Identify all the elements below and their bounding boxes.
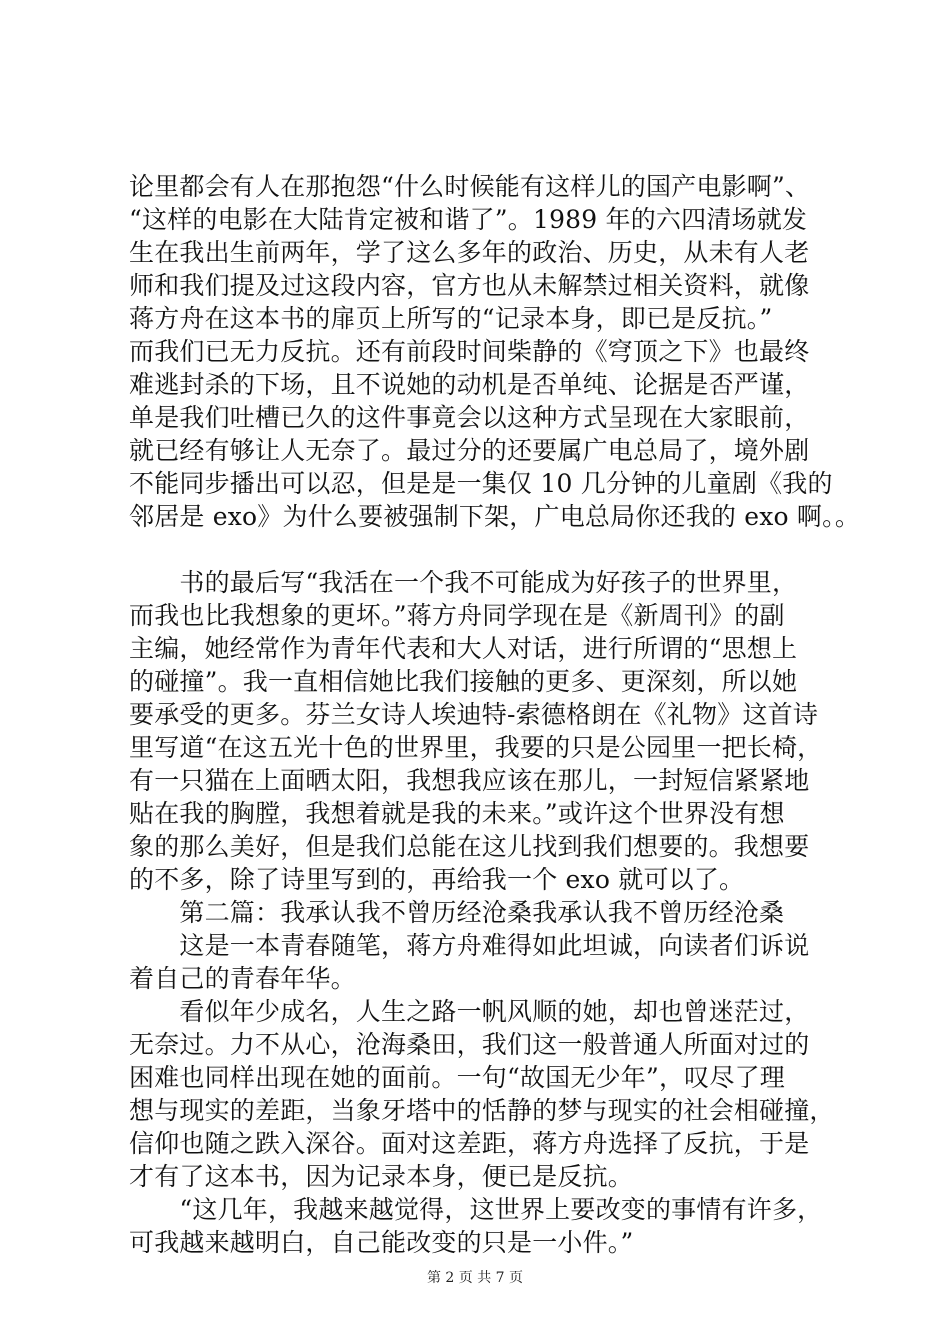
body-line: 困难也同样出现在她的面前。一句“故国无少年”，叹尽了理 <box>129 1063 785 1092</box>
body-line: 单是我们吐槽已久的这件事竟会以这种方式呈现在大家眼前， <box>129 403 810 432</box>
body-line: 无奈过。力不从心，沧海桑田，我们这一般普通人所面对过的 <box>129 1030 810 1059</box>
body-line: 而我们已无力反抗。还有前段时间柴静的《穹顶之下》也最终 <box>129 337 810 366</box>
body-line: 论里都会有人在那抱怨“什么时候能有这样儿的国产电影啊”、 <box>129 172 811 201</box>
body-line: 信仰也随之跌入深谷。面对这差距，蒋方舟选择了反抗，于是 <box>129 1129 810 1158</box>
body-line: 蒋方舟在这本书的扉页上所写的“记录本身，即已是反抗。” <box>129 304 773 333</box>
section-heading: 第二篇：我承认我不曾历经沧桑我承认我不曾历经沧桑 <box>129 898 785 927</box>
body-line: “这样的电影在大陆肯定被和谐了”。1989 年的六四清场就发 <box>129 205 808 234</box>
body-line: 想与现实的差距，当象牙塔中的恬静的梦与现实的社会相碰撞， <box>129 1096 835 1125</box>
body-line: “这几年，我越来越觉得，这世界上要改变的事情有许多， <box>129 1195 823 1224</box>
body-line: 邻居是 exo》为什么要被强制下架，广电总局你还我的 exo 啊。。 <box>129 502 861 531</box>
page-number: 第 2 页 共 7 页 <box>426 1270 524 1286</box>
body-line: 要承受的更多。芬兰女诗人埃迪特-索德格朗在《礼物》这首诗 <box>129 700 819 729</box>
body-line: 看似年少成名，人生之路一帆风顺的她，却也曾迷茫过， <box>129 997 810 1026</box>
body-line: 里写道“在这五光十色的世界里，我要的只是公园里一把长椅， <box>129 733 823 762</box>
body-line: 生在我出生前两年，学了这么多年的政治、历史，从未有人老 <box>129 238 810 267</box>
body-line: 主编，她经常作为青年代表和大人对话，进行所谓的“思想上 <box>129 634 798 663</box>
body-line: 的不多，除了诗里写到的，再给我一个 exo 就可以了。 <box>129 865 745 894</box>
body-line: 才有了这本书，因为记录本身，便已是反抗。 <box>129 1162 634 1191</box>
body-line: 的碰撞”。我一直相信她比我们接触的更多、更深刻，所以她 <box>129 667 798 696</box>
body-line: 贴在我的胸膛，我想着就是我的未来。”或许这个世界没有想 <box>129 799 785 828</box>
body-line: 着自己的青春年华。 <box>129 964 356 993</box>
body-line: 这是一本青春随笔，蒋方舟难得如此坦诚，向读者们诉说 <box>129 931 810 960</box>
body-line: 难逃封杀的下场，且不说她的动机是否单纯、论据是否严谨， <box>129 370 810 399</box>
body-line: 象的那么美好，但是我们总能在这儿找到我们想要的。我想要 <box>129 832 810 861</box>
body-line: 有一只猫在上面晒太阳，我想我应该在那儿，一封短信紧紧地 <box>129 766 810 795</box>
body-line: 而我也比我想象的更坏。”蒋方舟同学现在是《新周刊》的副 <box>129 601 785 630</box>
body-line: 就已经有够让人无奈了。最过分的还要属广电总局了，境外剧 <box>129 436 810 465</box>
body-line: 可我越来越明白，自己能改变的只是一小件。” <box>129 1228 634 1257</box>
body-line: 不能同步播出可以忍，但是是一集仅 10 几分钟的儿童剧《我的 <box>129 469 833 498</box>
body-line: 师和我们提及过这段内容，官方也从未解禁过相关资料，就像 <box>129 271 810 300</box>
body-line: 书的最后写“我活在一个我不可能成为好孩子的世界里， <box>129 568 798 597</box>
